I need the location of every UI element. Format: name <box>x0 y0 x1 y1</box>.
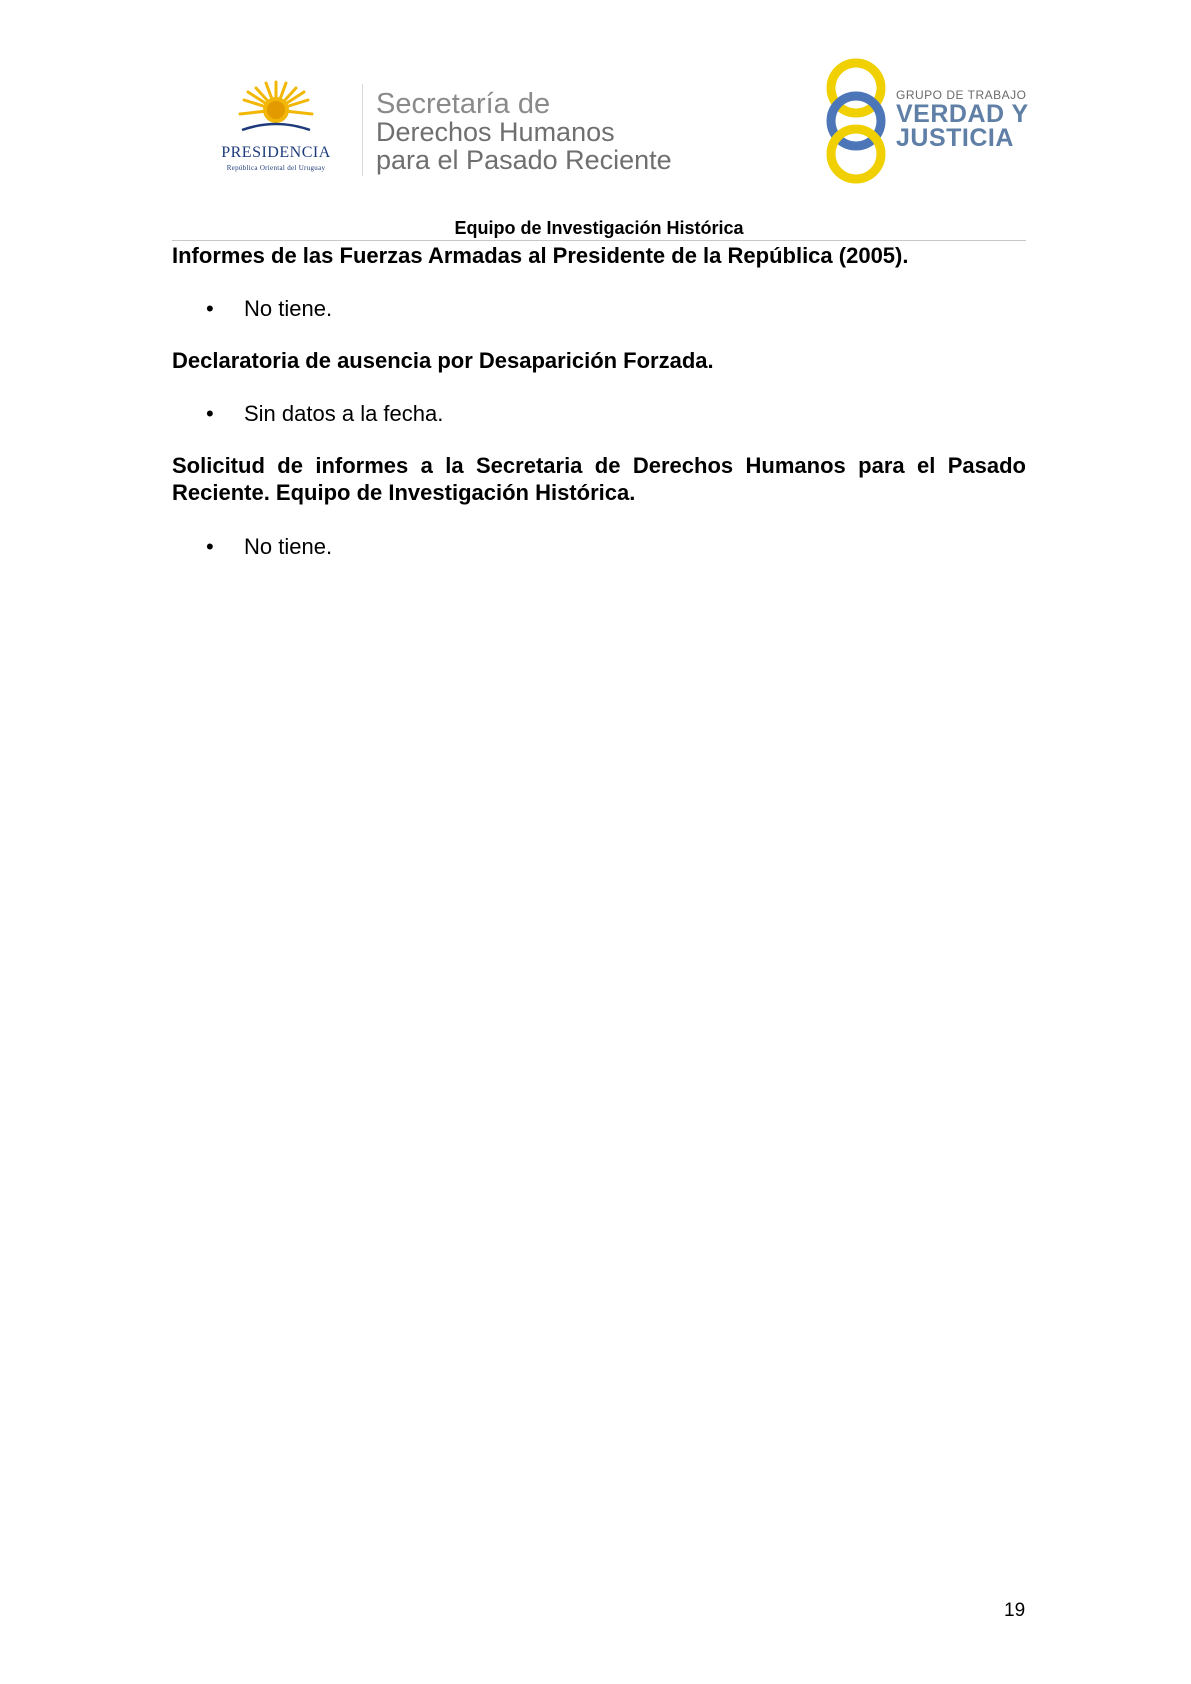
secretaria-logo <box>376 90 672 174</box>
bullet-list <box>172 400 1026 427</box>
grupo-trabajo-logo <box>822 56 1032 186</box>
logo-divider <box>362 84 363 176</box>
presidencia-logo <box>196 80 356 180</box>
bullet-icon: • <box>206 296 214 321</box>
list-item-text: No tiene. <box>244 534 333 559</box>
linked-rings-icon <box>822 56 892 186</box>
bullet-icon: • <box>206 534 214 559</box>
list-item <box>172 400 1026 427</box>
section-heading: Solicitud de informes a la Secretaria de Derechos Humanos para el Pasado Reciente. Equipo de Investigación Histórica. <box>172 453 1026 505</box>
grupo-trabajo-line-1: VERDAD Y <box>896 100 1029 128</box>
grupo-trabajo-text <box>896 88 1029 150</box>
secretaria-line-3: para el Pasado Reciente <box>376 145 672 175</box>
header-rule <box>172 240 1026 241</box>
list-item-text: No tiene. <box>244 296 333 321</box>
list-item <box>172 295 1026 322</box>
page-header <box>0 0 1191 200</box>
presidencia-subtitle: República Oriental del Uruguay <box>226 164 326 172</box>
bullet-icon: • <box>206 401 214 426</box>
bullet-list <box>172 533 1026 560</box>
list-item <box>172 533 1026 560</box>
grupo-trabajo-line-2: JUSTICIA <box>896 124 1014 152</box>
grupo-trabajo-small: GRUPO DE TRABAJO <box>896 88 1027 102</box>
presidencia-title: PRESIDENCIA <box>221 144 331 161</box>
bullet-list <box>172 295 1026 322</box>
sun-emblem-icon <box>238 80 314 140</box>
page-content <box>172 242 1026 560</box>
section-heading: Informes de las Fuerzas Armadas al Presidente de la República (2005). <box>172 243 909 268</box>
list-item-text: Sin datos a la fecha. <box>244 401 444 426</box>
page-number: 19 <box>1004 1600 1026 1621</box>
secretaria-line-1: Secretaría de <box>376 88 551 120</box>
secretaria-line-2: Derechos Humanos <box>376 117 615 147</box>
section-heading: Declaratoria de ausencia por Desaparición Forzada. <box>172 348 714 373</box>
running-head: Equipo de Investigación Histórica <box>454 218 744 238</box>
